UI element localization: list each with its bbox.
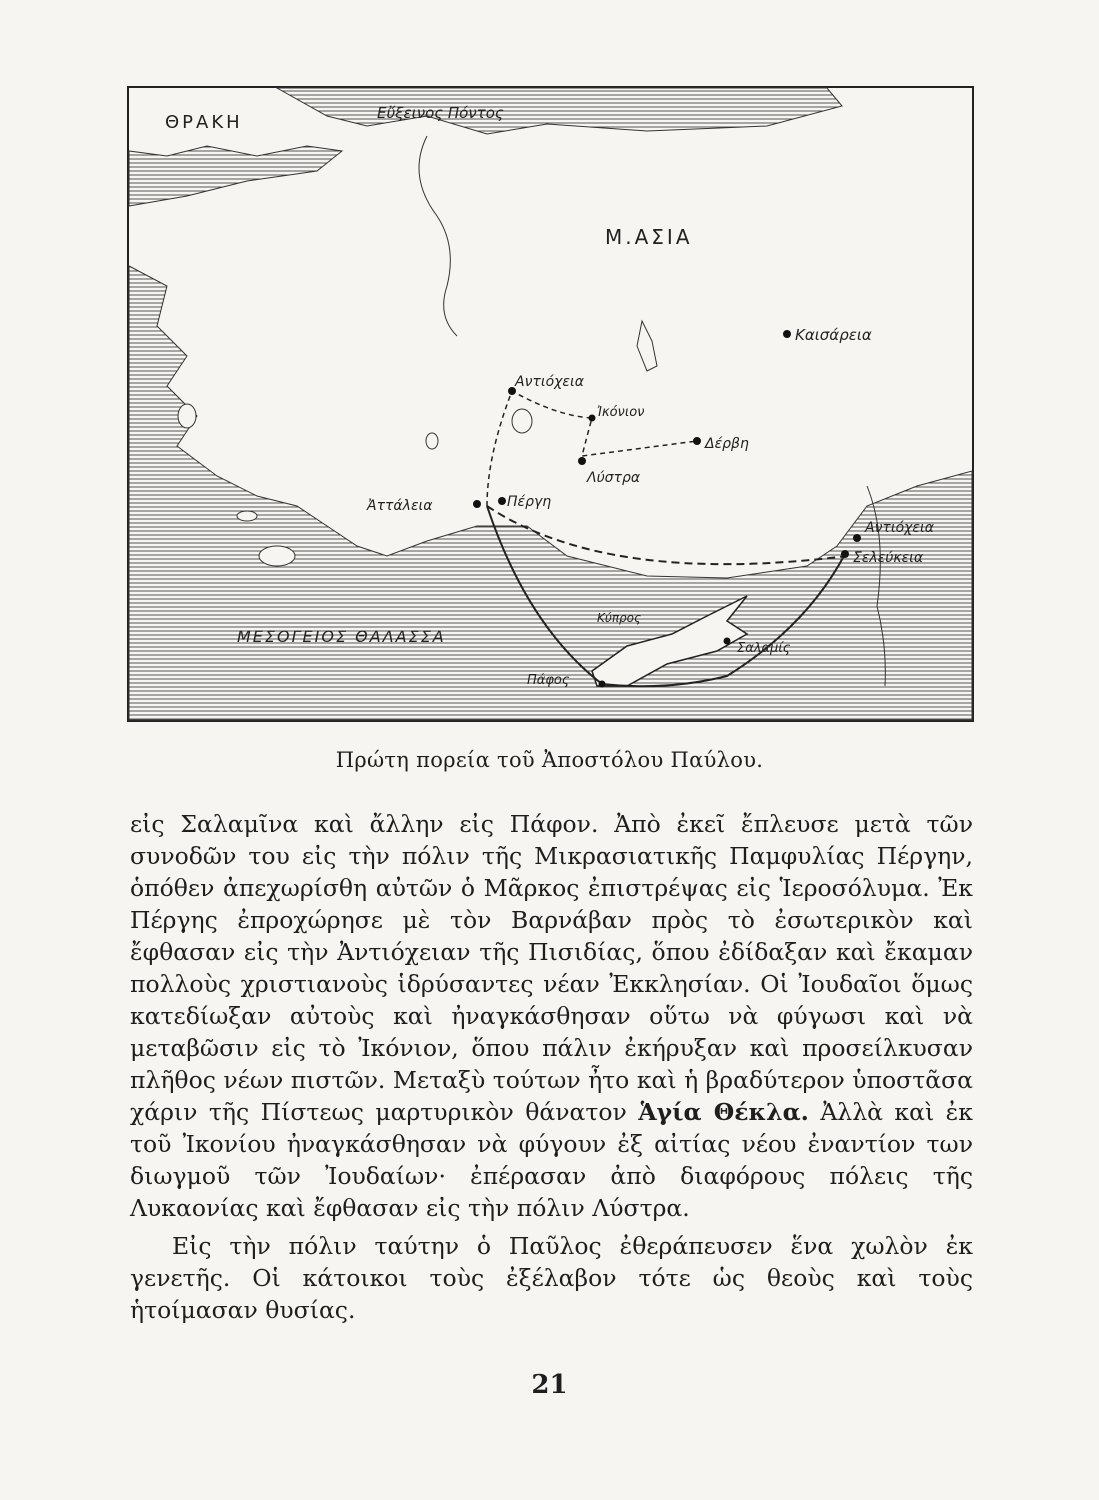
label-antiocheia-pisidias: Αντιόχεια bbox=[515, 374, 584, 390]
label-attaleia: Ἀττάλεια bbox=[367, 498, 433, 514]
label-thraki: ΘΡΑΚΗ bbox=[165, 112, 243, 133]
paragraph-text: εἰς Σαλαμῖνα καὶ ἄλλην εἰς Πάφον. Ἀπὸ ἐκεῖ ἔπλευσε μετὰ τῶν συνοδῶν του εἰς τὴν πόλιν τῆς Μικρασιατικῆς Παμφυλίας Πέργην, ὁπόθεν ἀπεχωρίσθη αὐτῶν ὁ Μᾶρκος ἐπιστρέψας εἰς Ἱεροσόλυμα. Ἐκ Πέργης ἐπροχώρησε μὲ τὸν Βαρνάβαν πρὸς τὸ ἐσωτερικὸν καὶ ἔφθασαν εἰς τὴν Ἀντιόχειαν τῆς Πισιδίας, ὅπου ἐδίδαξαν καὶ ἔκαμαν πολλοὺς χριστιανοὺς ἱδρύσαντες νέαν Ἐκκλησίαν. Οἱ Ἰουδαῖοι ὅμως κατεδίωξαν αὐτοὺς καὶ ἠναγκάσθησαν οὕτω νὰ φύγωσι καὶ νὰ μεταβῶσιν εἰς τὸ Ἰκόνιον, ὅπου πάλιν ἐκήρυξαν καὶ προσείλκυσαν πλῆθος νέων πιστῶν. Μεταξὺ τούτων ἦτο καὶ ἡ βραδύτερον ὑποστᾶσα χάριν τῆς Πίστεως μαρτυρικὸν θάνατον bbox=[130, 810, 973, 1126]
map-caption: Πρώτη πορεία τοῦ Ἀποστόλου Παύλου. bbox=[335, 748, 764, 772]
label-masia: Μ.ΑΣΙΑ bbox=[605, 225, 693, 249]
paragraph bbox=[130, 808, 973, 1224]
city-marker bbox=[498, 497, 506, 505]
city-marker bbox=[473, 500, 481, 508]
label-pontos: Εὔξεινος Πόντος bbox=[377, 104, 504, 122]
island bbox=[237, 511, 257, 521]
city-marker bbox=[589, 415, 596, 422]
lake bbox=[426, 433, 438, 449]
lake bbox=[512, 409, 532, 433]
route-map bbox=[127, 86, 974, 722]
city-marker bbox=[783, 330, 791, 338]
label-antiocheia-syrias: Αντιόχεια bbox=[865, 520, 934, 536]
label-perge: Πέργη bbox=[507, 494, 552, 510]
island bbox=[259, 546, 295, 566]
city-marker bbox=[853, 534, 861, 542]
label-derbi: Δέρβη bbox=[705, 436, 749, 452]
city-marker bbox=[599, 681, 606, 688]
label-ikonion: Ἰκόνιον bbox=[597, 405, 645, 420]
island bbox=[178, 404, 196, 428]
body-text bbox=[130, 808, 973, 1326]
city-marker bbox=[693, 437, 701, 445]
page-number: 21 bbox=[531, 1370, 568, 1400]
city-marker bbox=[841, 550, 849, 558]
label-pafos: Πάφος bbox=[527, 673, 570, 688]
label-kypros: Κύπρος bbox=[597, 611, 642, 625]
city-marker bbox=[578, 457, 586, 465]
label-mesogeios: ΜΕΣΟΓΕΙΟΣ ΘΑΛΑΣΣΑ bbox=[237, 627, 446, 646]
paragraph: Εἰς τὴν πόλιν ταύτην ὁ Παῦλος ἐθεράπευσεν ἕνα χωλὸν ἐκ γενετῆς. Οἱ κάτοικοι τοὺς ἐξέλαβον τότε ὡς θεοὺς καὶ τοὺς ἡτοίμασαν θυσίας. bbox=[130, 1232, 973, 1324]
label-salamis: Σαλαμίς bbox=[737, 641, 791, 656]
label-lystra: Λύστρα bbox=[587, 470, 641, 486]
saint-name: Ἁγία Θέκλα. bbox=[638, 1098, 809, 1126]
label-kaisareia: Καισάρεια bbox=[795, 326, 872, 344]
paragraph-text: Ἀλλὰ καὶ ἐκ τοῦ Ἰκονίου ἠναγκάσθησαν νὰ φύγουν ἐξ αἰτίας νέου ἐναντίον των διωγμοῦ τῶν Ἰουδαίων· ἐπέρασαν ἀπὸ διαφόρους πόλεις τῆς Λυκαονίας καὶ ἔφθασαν εἰς τὴν πόλιν Λύστρα. bbox=[130, 1098, 973, 1222]
label-seleukeia: Σελεύκεια bbox=[853, 550, 924, 566]
city-marker bbox=[724, 638, 731, 645]
